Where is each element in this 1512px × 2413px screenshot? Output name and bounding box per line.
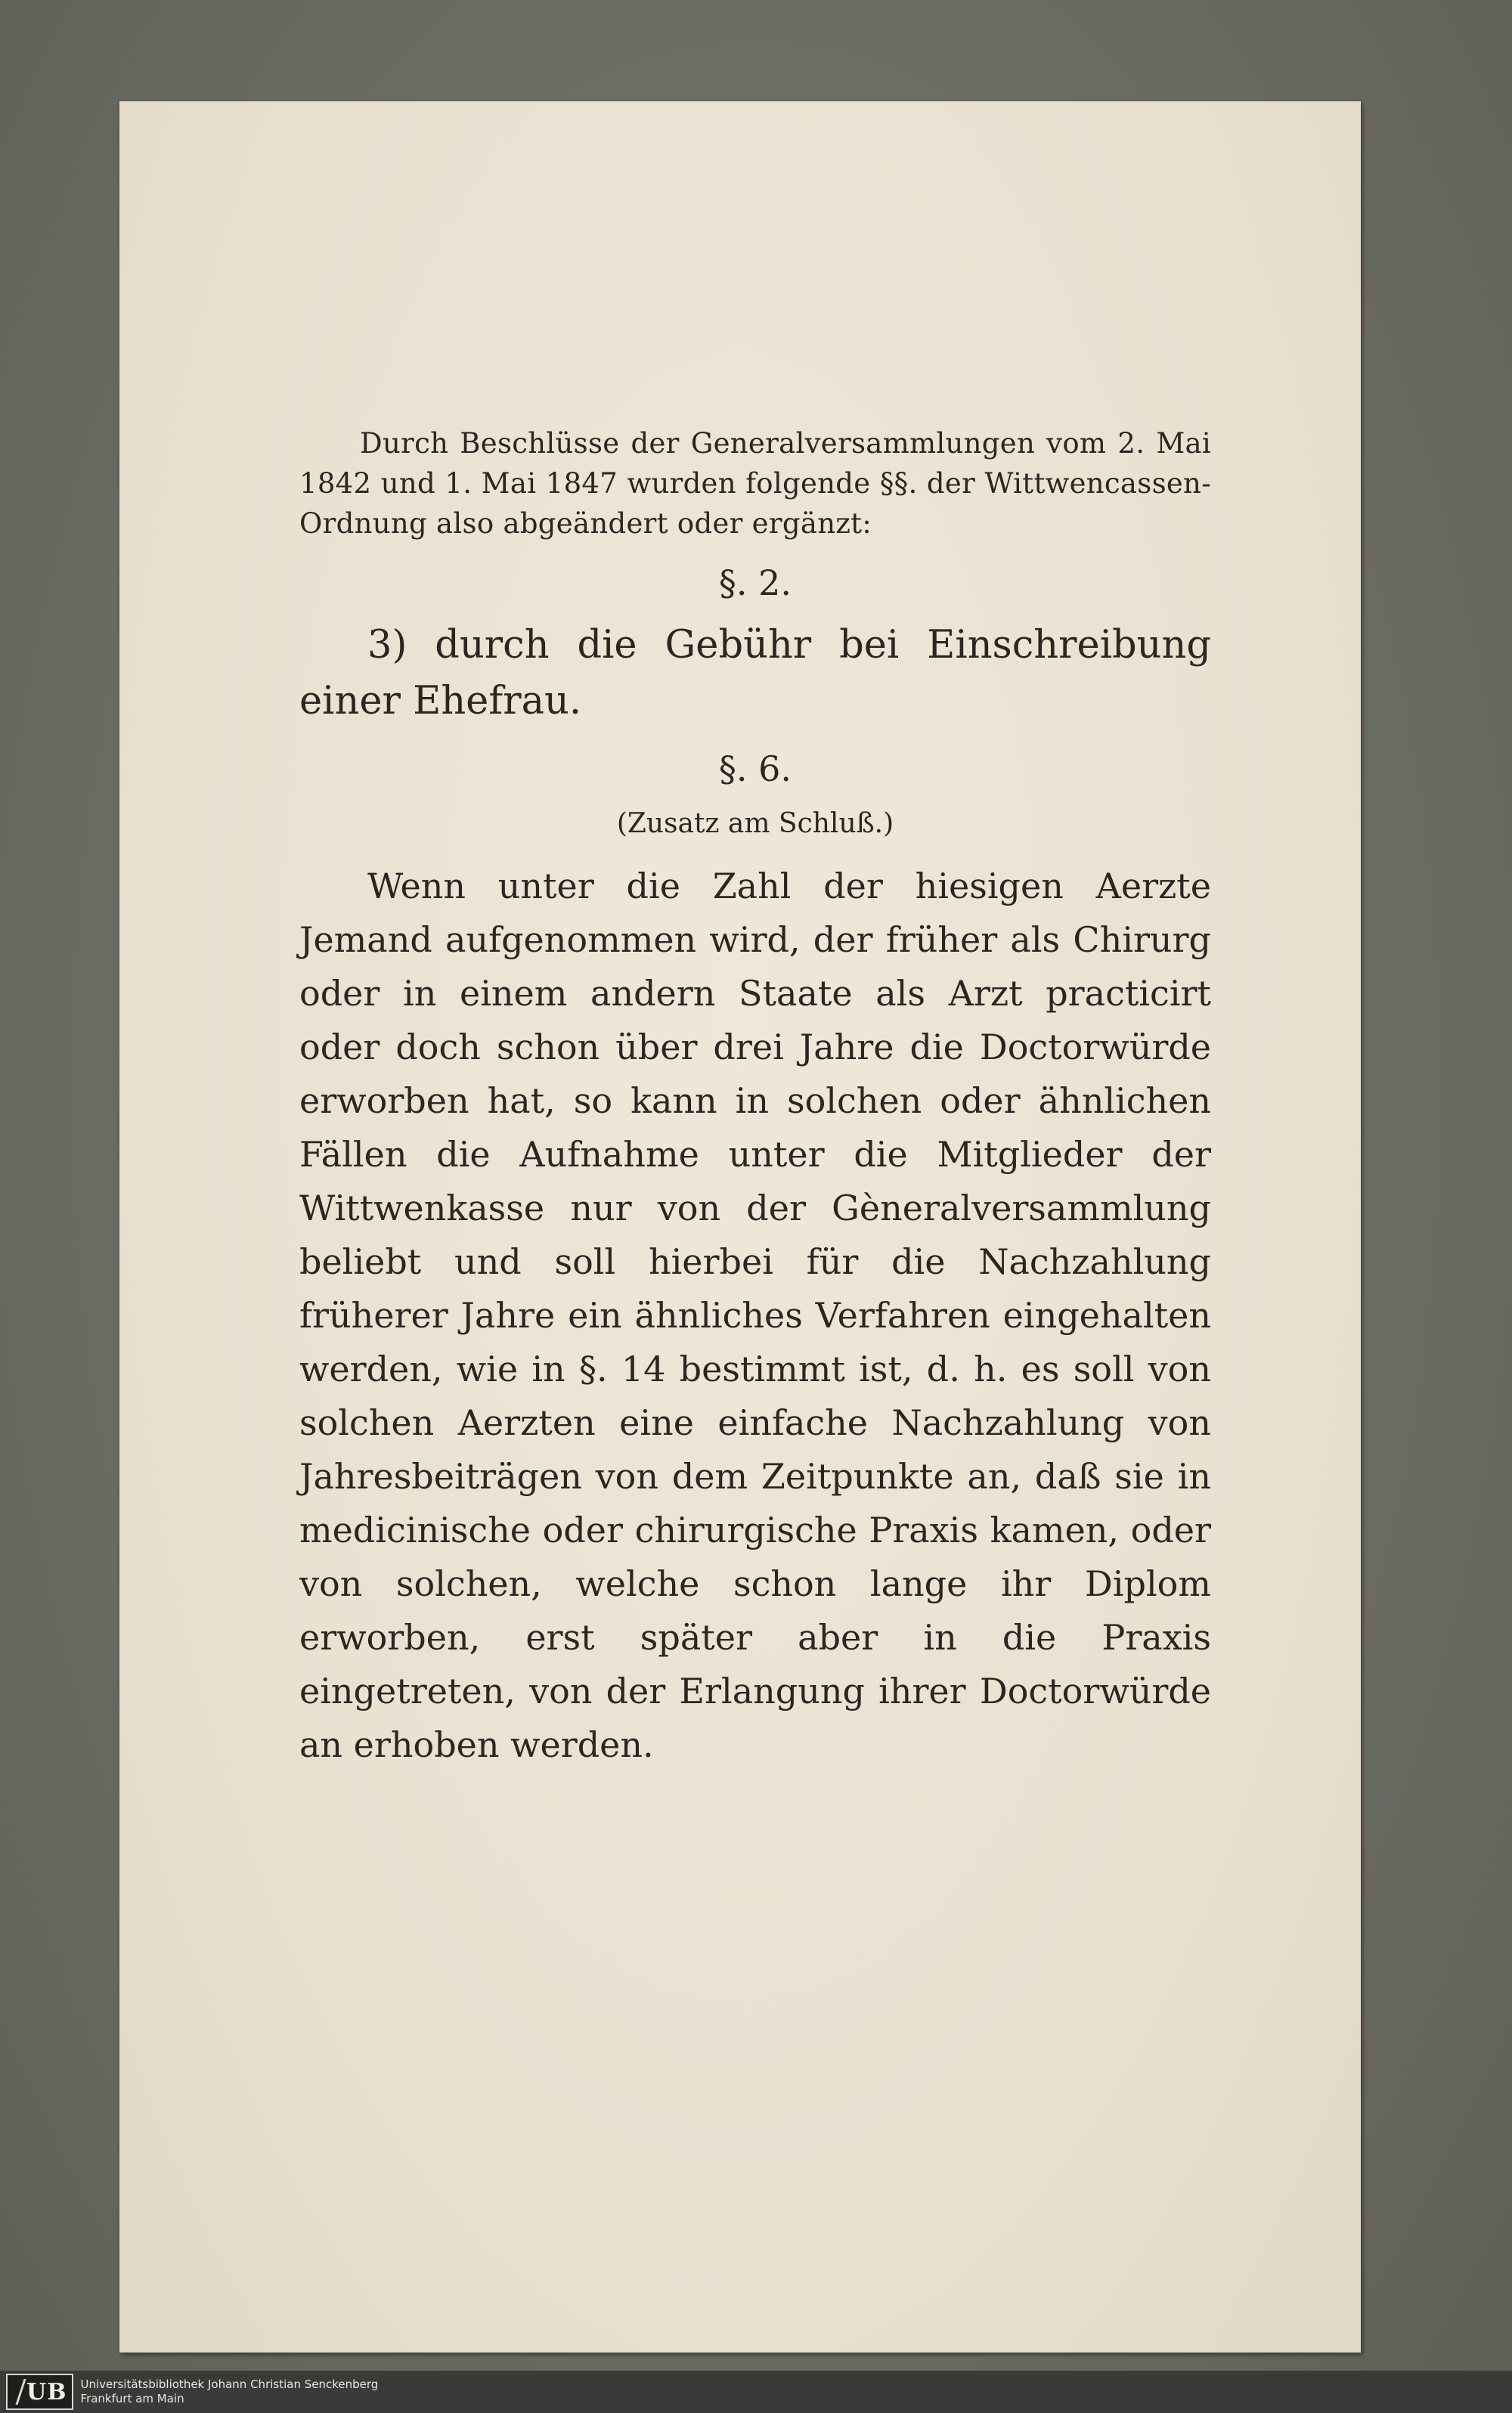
footer-line-1: Universitätsbibliothek Johann Christian Senckenberg	[80, 2377, 379, 2391]
section-6-subheading: (Zusatz am Schluß.)	[616, 808, 894, 839]
library-footer	[0, 2371, 1512, 2413]
logo-text: UB	[26, 2378, 67, 2405]
section-2-text: 3) durch die Gebühr bei Einschreibung einer Ehefrau.	[299, 623, 1211, 723]
footer-credit	[81, 2377, 379, 2406]
section-heading-6: §. 6.	[718, 748, 792, 789]
section-6-text: Wenn unter die Zahl der hiesigen Aerzte Jemand aufgenommen wird, der früher als Chirurg oder in einem andern Staate als Arzt practicirt oder doch schon über drei Jahre die Doctorwürde erworben hat, so kann in solchen oder ähnlichen Fällen die Aufnahme unter die Mitglieder der Wittwenkasse nur von der Gèneralversammlung beliebt und soll hierbei für die Nachzahlung früherer Jahre ein ähnliches Verfahren eingehalten werden, wie in §. 14 bestimmt ist, d. h. es soll von solchen Aerzten eine einfache Nachzahlung von Jahresbeiträgen von dem Zeitpunkte an, daß sie in medicinische oder chirurgische Praxis kamen, oder von solchen, welche schon lange ihr Diplom erworben, erst später aber in die Praxis eingetreten, von der Erlangung ihrer Doctorwürde an erhoben werden.	[299, 866, 1211, 1765]
logo-slash-icon	[8, 2379, 26, 2405]
ub-logo	[6, 2374, 73, 2410]
intro-paragraph: Durch Beschlüsse der Generalversammlungen vom 2. Mai 1842 und 1. Mai 1847 wurden folgende §§. der Wittwencassen-Ordnung also abgeändert oder ergänzt:	[299, 427, 1211, 540]
footer-line-2: Frankfurt am Main	[80, 2392, 184, 2405]
section-heading-2: §. 2.	[718, 562, 792, 603]
document-text	[299, 423, 1211, 1772]
